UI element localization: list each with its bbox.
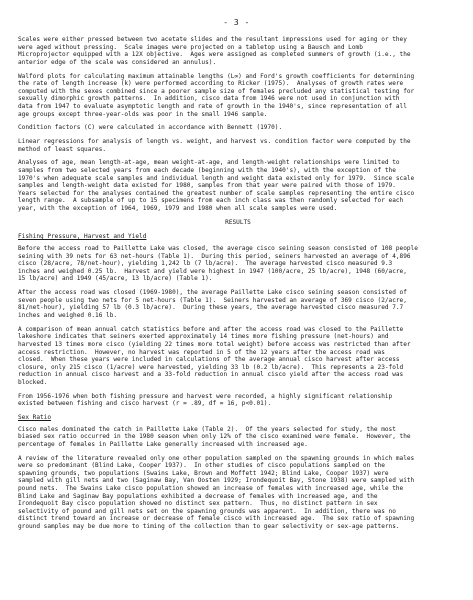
page-number: - 3 -	[223, 18, 250, 27]
paragraph-fishing-harvest-relationship: From 1956-1976 when both fishing pressure and harvest were recorded, a highly significant relationship existed between fishing and cisco harvest (r = .89, df = 16, p<0.01).	[18, 392, 393, 408]
paragraph-condition-factors: Condition factors (C) were calculated in accordance with Bennett (1970).	[18, 124, 283, 132]
paragraph-catch-comparison: A comparison of mean annual catch statistics before and after the access road was closed to the Paillette lakeshore indicates that seiners exerted approximately 14 times more fishing pressure (net-hours) and harvested 13 times more cisco (yielding 22 times more total weight) before access was restricted than after access restriction. However, no harvest was reported in 5 of the 12 years after the access road was closed. When these years were included in calculations of the average annual cisco harvest after access closure, only 215 cisco (1/acre) were harvested, yielding 33 lb (0.2 lb/acre). This represents a 23-fold reduction in annual cisco harvest and a 33-fold reduction in annual cisco yield after the access road was blocked.	[18, 325, 411, 386]
page-body	[18, 36, 458, 537]
sex-ratio-heading: Sex Ratio	[18, 414, 52, 422]
paragraph-analyses-of-age: Analyses of age, mean length-at-age, mean weight-at-age, and length-weight relationships were limited to samples from two selected years from each decade (beginning with the 1940's), with the exception of the 1970's when adequate scale samples and individual length and weight data existed only for 1979. Since scale samples and length-weight data existed for 1980, samples from that year were paired with those of 1979. Years selected for the analyses contained the greatest number of scale samples representing the entire cisco length range. A subsample of up to 15 specimens from each inch class was then randomly selected for each year, with the exception of 1964, 1969, 1979 and 1980 when all scale samples were used.	[18, 159, 415, 213]
fishing-pressure-heading: Fishing Pressure, Harvest and Yield	[18, 233, 147, 241]
paragraph-males-dominated: Cisco males dominated the catch in Paillette Lake (Table 2). Of the years selected for study, the most biased sex ratio occurred in the 1980 season when only 12% of the cisco examined were female. However, the percentage of females in Paillette Lake generally increased with increased age.	[18, 425, 411, 448]
paragraph-linear-regressions: Linear regressions for analysis of length vs. weight, and harvest vs. condition factor were computed by the method of least squares.	[18, 138, 411, 153]
paragraph-literature-review: A review of the literature revealed only one other population sampled on the spawning grounds in which males were so predominant (Blind Lake, Cooper 1937). In other studies of cisco populations sampled on the spawning grounds, two populations (Swains Lake, Brown and Moffett 1942; Blind Lake, Cooper 1937) were sampled with gill nets and two (Saginaw Bay, Van Oosten 1929; Irondequoit Bay, Stone 1938) were sampled with pound nets. The Swains Lake cisco population showed an increase of females with increased age, while the Blind Lake and Saginaw Bay populations exhibited a decrease of females with increased age, and the Irondequoit Bay cisco population showed no distinct sex pattern. Thus, no distinct pattern in sex selectivity of pound and gill nets set on the spawning grounds was apparent. In addition, there was no distinct trend toward an increase or decrease of female cisco with increased age. The sex ratio of spawning ground samples may be due more to timing of the collection than to gear selectivity or sex-age patterns.	[18, 454, 415, 530]
paragraph-walford-plots: Walford plots for calculating maximum attainable lengths (L∞) and Ford's growth coefficients for determining the rate of length increase (k) were performed according to Ricker (1975). Analyses of growth rates were computed with the sexes combined since a poorer sample size of females precluded any statistical testing for sexually dimorphic growth patterns. In addition, cisco data from 1946 were not used in conjunction with data from 1947 to evaluate asymptotic length and rate of growth in the 1940's, since representation of all age groups except three-year-olds was poor in the small 1946 sample.	[18, 72, 415, 118]
paragraph-after-road-closure: After the access road was closed (1969-1980), the average Paillette Lake cisco seining season consisted of seven people using two nets for 5 net-hours (Table 1). Seiners harvested an average of 369 cisco (2/acre, 81/net-hour), yielding 57 lb (0.3 lb/acre). During these years, the average harvested cisco measured 7.7 inches and weighed 0.16 lb.	[18, 289, 407, 319]
results-heading: RESULTS	[225, 218, 251, 226]
paragraph-before-road-closure: Before the access road to Paillette Lake was closed, the average cisco seining season consisted of 108 people seining with 39 nets for 63 net-hours (Table 1). During this period, seiners harvested an average of 4,896 cisco (28/acre, 78/net-hour), yielding 1,242 lb (7 lb/acre). The average harvested cisco measured 9.3 inches and weighed 0.25 lb. Harvest and yield were highest in 1947 (100/acre, 25 lb/acre), 1948 (60/acre, 15 lb/acre) and 1949 (45/acre, 13 lb/acre) (Table 1).	[18, 245, 418, 283]
paragraph-scale-methods: Scales were either pressed between two acetate slides and the resultant impressions used for aging or they were aged without pressing. Scale images were projected on a tabletop using a Bausch and Lomb Microprojector equipped with a 12X objective. Ages were assigned as completed summers of growth (i.e., the anterior edge of the scale was considered an annulus).	[18, 36, 411, 66]
